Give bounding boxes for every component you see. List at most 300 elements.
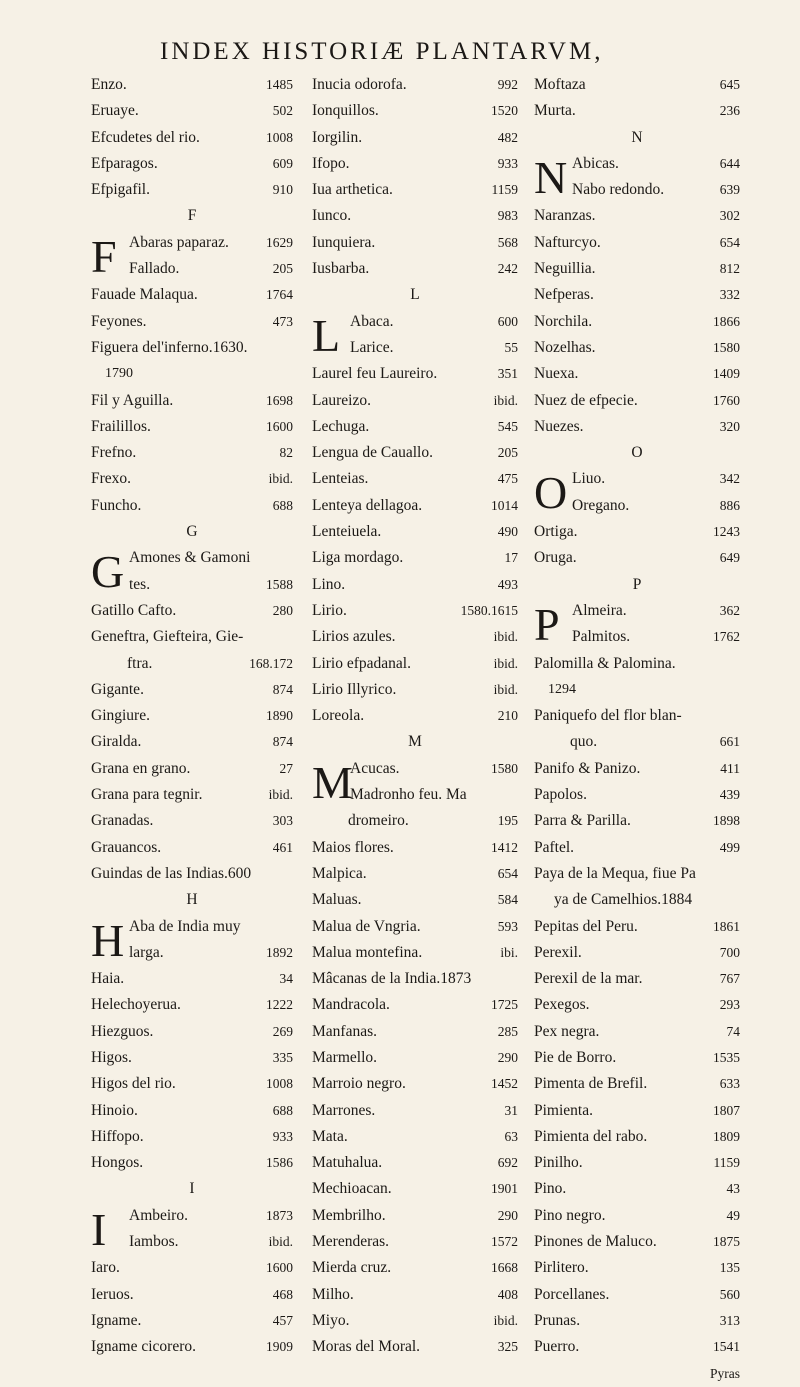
- entry-term: Funcho.: [91, 496, 142, 514]
- entry-term: 1294: [548, 681, 576, 697]
- index-entry: [534, 1361, 740, 1387]
- entry-page-number: 43: [726, 1181, 740, 1197]
- entry-page-number: 593: [497, 918, 518, 934]
- index-entry: [91, 703, 293, 729]
- index-entry: [91, 966, 293, 992]
- index-entry: [312, 703, 518, 729]
- index-entry: [312, 1124, 518, 1150]
- drop-cap: L: [312, 309, 341, 361]
- entry-page-number: 1600: [266, 1260, 293, 1276]
- entry-page-number: 584: [497, 892, 518, 908]
- index-entry: [312, 414, 518, 440]
- entry-term: Lirio Illyrico.: [312, 680, 397, 698]
- section-letter: [91, 519, 293, 545]
- section-letter-text: G: [186, 523, 198, 541]
- entry-page-number: 1520: [491, 103, 518, 119]
- entry-term: Oregano.: [572, 496, 630, 514]
- entry-page-number: 1580.1615: [460, 602, 518, 618]
- entry-page-number: 874: [272, 734, 293, 750]
- entry-page-number: 933: [272, 1128, 293, 1144]
- entry-term: Lenteias.: [312, 470, 369, 488]
- entry-page-number: 1452: [491, 1076, 518, 1092]
- entry-page-number: 1014: [491, 497, 518, 513]
- entry-page-number: 1580: [713, 339, 740, 355]
- entry-page-number: 493: [497, 576, 518, 592]
- entry-page-number: 1535: [713, 1049, 740, 1065]
- entry-term: tes.: [129, 575, 151, 593]
- entry-page-number: 473: [272, 313, 293, 329]
- entry-page-number: 320: [719, 418, 740, 434]
- index-entry: [91, 1150, 293, 1176]
- index-entry: [534, 1019, 740, 1045]
- entry-term: Parra & Parilla.: [534, 812, 631, 830]
- entry-term: Grauancos.: [91, 838, 162, 856]
- entry-term: Efcudetes del rio.: [91, 128, 200, 146]
- entry-term: Norchila.: [534, 312, 593, 330]
- entry-page-number: 1541: [713, 1339, 740, 1355]
- entry-page-number: 135: [719, 1260, 740, 1276]
- entry-page-number: 502: [272, 103, 293, 119]
- entry-page-number: ibid.: [493, 1312, 518, 1328]
- entry-page-number: 1898: [713, 813, 740, 829]
- index-entry: [534, 1334, 740, 1360]
- section-letter: [91, 1176, 293, 1202]
- index-entry: [91, 440, 293, 466]
- entry-term: Laureizo.: [312, 391, 371, 409]
- entry-page-number: 609: [272, 155, 293, 171]
- index-entry: [312, 677, 518, 703]
- index-entry: [91, 861, 293, 887]
- entry-term: Porcellanes.: [534, 1285, 610, 1303]
- drop-cap: F: [91, 230, 117, 282]
- drop-cap: G: [91, 546, 125, 598]
- entry-page-number: 313: [719, 1312, 740, 1328]
- entry-page-number: 195: [497, 813, 518, 829]
- entry-page-number: 1485: [266, 77, 293, 92]
- entry-page-number: 933: [497, 155, 518, 171]
- entry-page-number: 31: [504, 1102, 518, 1118]
- entry-page-number: 475: [497, 471, 518, 487]
- entry-term: Geneftra, Giefteira, Gie-: [91, 628, 244, 646]
- entry-term: Gatillo Cafto.: [91, 601, 177, 619]
- index-entry: [91, 72, 293, 98]
- entry-term: Matuhalua.: [312, 1154, 383, 1172]
- index-entry: [312, 651, 518, 677]
- entry-page-number: 468: [272, 1286, 293, 1302]
- entry-page-number: 983: [497, 208, 518, 224]
- entry-page-number: 1008: [266, 1076, 293, 1092]
- section-letter: [91, 887, 293, 913]
- entry-page-number: 205: [272, 261, 293, 277]
- entry-term: Pimenta de Brefil.: [534, 1075, 648, 1093]
- index-entry: [91, 782, 293, 808]
- index-entry: [534, 388, 740, 414]
- index-entry: [534, 835, 740, 861]
- entry-term: Pino negro.: [534, 1206, 606, 1224]
- index-entry: [91, 651, 293, 677]
- index-entry: [534, 1150, 740, 1176]
- entry-page-number: 82: [279, 445, 293, 461]
- entry-term: Hiezguos.: [91, 1022, 154, 1040]
- index-entry: [534, 1098, 740, 1124]
- index-entry: [534, 703, 740, 729]
- entry-term: Pex negra.: [534, 1022, 600, 1040]
- entry-page-number: ibid.: [268, 1234, 293, 1250]
- index-entry: [91, 125, 293, 151]
- index-entry: [312, 1150, 518, 1176]
- entry-term: Gingiure.: [91, 707, 150, 725]
- entry-term: Palmitos.: [572, 628, 631, 646]
- entry-page-number: ibid.: [493, 681, 518, 697]
- index-entry: [534, 729, 740, 755]
- running-header: INDEX HISTORIÆ PLANTARVM,: [160, 38, 604, 65]
- index-entry: [312, 1019, 518, 1045]
- index-entry: [91, 992, 293, 1018]
- entry-term: Ionquillos.: [312, 102, 379, 120]
- entry-page-number: 490: [497, 524, 518, 540]
- index-entry: [91, 493, 293, 519]
- entry-page-number: 688: [272, 497, 293, 513]
- entry-term: Higos del rio.: [91, 1075, 176, 1093]
- section-letter: [312, 729, 518, 755]
- index-entry: [312, 966, 518, 992]
- drop-cap: H: [91, 914, 125, 966]
- entry-page-number: 1159: [491, 182, 518, 198]
- index-entry: [312, 782, 518, 808]
- entry-term: Fil y Aguilla.: [91, 391, 174, 409]
- index-entry: [91, 835, 293, 861]
- entry-term: Lenteiuela.: [312, 523, 382, 541]
- entry-page-number: 342: [719, 471, 740, 487]
- entry-page-number: Pyras: [710, 1365, 740, 1381]
- entry-page-number: 1586: [266, 1155, 293, 1171]
- index-entry: [534, 1045, 740, 1071]
- entry-term: Grana para tegnir.: [91, 786, 203, 804]
- index-entry: [534, 1282, 740, 1308]
- entry-term: Marroio negro.: [312, 1075, 406, 1093]
- index-entry: [534, 72, 740, 98]
- entry-page-number: 639: [719, 182, 740, 198]
- section-letter-text: M: [408, 733, 422, 751]
- entry-term: Naranzas.: [534, 207, 596, 225]
- entry-term: Puerro.: [534, 1338, 580, 1356]
- index-entry: [91, 624, 293, 650]
- entry-term: Malua de Vngria.: [312, 917, 421, 935]
- entry-page-number: 332: [719, 287, 740, 303]
- entry-page-number: 1909: [266, 1339, 293, 1355]
- entry-page-number: 49: [726, 1207, 740, 1223]
- index-entry: [534, 203, 740, 229]
- entry-page-number: 461: [272, 839, 293, 855]
- index-entry: [534, 309, 740, 335]
- entry-term: Iambos.: [129, 1233, 179, 1251]
- index-entry: [534, 808, 740, 834]
- entry-page-number: 654: [719, 234, 740, 250]
- entry-term: Lirios azules.: [312, 628, 396, 646]
- index-entry: [534, 493, 740, 519]
- entry-term: Perexil.: [534, 943, 582, 961]
- index-entry: [534, 914, 740, 940]
- index-entry: [312, 940, 518, 966]
- entry-term: Lenteya dellagoa.: [312, 496, 423, 514]
- entry-term: Iunco.: [312, 207, 352, 225]
- index-entry: [312, 992, 518, 1018]
- index-entry: [534, 256, 740, 282]
- section-letter-text: O: [631, 444, 643, 462]
- section-letter-text: P: [632, 575, 642, 593]
- entry-page-number: 303: [272, 813, 293, 829]
- index-entry: [312, 1255, 518, 1281]
- entry-page-number: 1600: [266, 418, 293, 434]
- index-entry: [312, 1098, 518, 1124]
- entry-term: Panifo & Panizo.: [534, 759, 641, 777]
- index-entry: [312, 598, 518, 624]
- entry-term: Liuo.: [572, 470, 606, 488]
- entry-page-number: 1668: [491, 1260, 518, 1276]
- index-entry: [312, 1334, 518, 1360]
- index-entry: [312, 572, 518, 598]
- entry-term: Amones & Gamoni: [129, 549, 251, 567]
- index-entry: [312, 230, 518, 256]
- section-letter-text: H: [186, 891, 198, 909]
- entry-page-number: 600: [497, 313, 518, 329]
- entry-term: Murta.: [534, 102, 576, 120]
- entry-page-number: 1222: [266, 997, 293, 1013]
- entry-term: Hinoio.: [91, 1101, 138, 1119]
- index-entry: [312, 835, 518, 861]
- entry-page-number: 1760: [713, 392, 740, 408]
- index-entry: [534, 1124, 740, 1150]
- index-entry: [91, 808, 293, 834]
- index-entry: [534, 940, 740, 966]
- index-column-2: [312, 72, 518, 1361]
- entry-page-number: 269: [272, 1023, 293, 1039]
- entry-term: Ortiga.: [534, 523, 578, 541]
- index-entry: [534, 414, 740, 440]
- index-entry: [91, 940, 293, 966]
- entry-term: Lino.: [312, 575, 346, 593]
- entry-term: Abaras paparaz.: [129, 233, 229, 251]
- index-entry: [534, 624, 740, 650]
- index-entry: [312, 624, 518, 650]
- index-entry: [312, 361, 518, 387]
- index-entry: [91, 361, 293, 387]
- entry-page-number: 408: [497, 1286, 518, 1302]
- entry-term: Ifopo.: [312, 154, 350, 172]
- entry-term: Hiffopo.: [91, 1127, 144, 1145]
- index-entry: [91, 1098, 293, 1124]
- entry-term: Iunquiera.: [312, 233, 376, 251]
- entry-term: Inucia odorofa.: [312, 76, 407, 93]
- entry-term: Efpigafil.: [91, 181, 150, 199]
- entry-term: Higos.: [91, 1048, 132, 1066]
- entry-term: Figuera del'inferno.1630.: [91, 338, 248, 356]
- entry-page-number: 210: [497, 708, 518, 724]
- entry-term: Oruga.: [534, 549, 577, 567]
- entry-page-number: 688: [272, 1102, 293, 1118]
- entry-page-number: 27: [279, 760, 293, 776]
- entry-page-number: 1412: [491, 839, 518, 855]
- entry-page-number: 1698: [266, 392, 293, 408]
- entry-page-number: 886: [719, 497, 740, 513]
- entry-term: Iua arthetica.: [312, 181, 393, 199]
- entry-term: Mierda cruz.: [312, 1259, 392, 1277]
- index-entry: [91, 1282, 293, 1308]
- entry-term: Igname cicorero.: [91, 1338, 196, 1356]
- entry-page-number: 645: [719, 77, 740, 92]
- section-letter: [534, 125, 740, 151]
- index-entry: [312, 1308, 518, 1334]
- entry-term: Madronho feu. Ma: [350, 786, 467, 804]
- entry-term: Nuezes.: [534, 417, 584, 435]
- entry-page-number: 661: [719, 734, 740, 750]
- entry-term: Gigante.: [91, 680, 144, 698]
- entry-page-number: 1873: [266, 1207, 293, 1223]
- entry-term: quo.: [570, 733, 598, 751]
- index-entry: [312, 1229, 518, 1255]
- entry-term: Eruaye.: [91, 102, 139, 120]
- entry-page-number: 17: [504, 550, 518, 566]
- entry-page-number: 362: [719, 602, 740, 618]
- entry-page-number: 560: [719, 1286, 740, 1302]
- entry-page-number: 351: [497, 366, 518, 382]
- entry-term: Paniquefo del flor blan-: [534, 707, 682, 725]
- entry-term: Aba de India muy: [129, 917, 241, 935]
- index-entry: [534, 282, 740, 308]
- entry-page-number: ibi.: [500, 944, 518, 960]
- entry-page-number: 1409: [713, 366, 740, 382]
- entry-page-number: 34: [279, 971, 293, 987]
- index-entry: [91, 756, 293, 782]
- entry-page-number: 692: [497, 1155, 518, 1171]
- index-entry: [312, 493, 518, 519]
- drop-cap: M: [312, 756, 353, 808]
- entry-page-number: 1809: [713, 1128, 740, 1144]
- index-entry: [534, 519, 740, 545]
- index-entry: [91, 335, 293, 361]
- index-entry: [534, 98, 740, 124]
- entry-page-number: 1890: [266, 708, 293, 724]
- entry-page-number: 1725: [491, 997, 518, 1013]
- index-entry: [312, 151, 518, 177]
- index-entry: [91, 1045, 293, 1071]
- index-entry: [91, 309, 293, 335]
- entry-page-number: 545: [497, 418, 518, 434]
- entry-term: Feyones.: [91, 312, 147, 330]
- index-entry: [312, 914, 518, 940]
- index-entry: [534, 966, 740, 992]
- entry-term: Iaro.: [91, 1259, 120, 1277]
- entry-page-number: ibid.: [493, 655, 518, 671]
- index-entry: [312, 388, 518, 414]
- entry-page-number: 1588: [266, 576, 293, 592]
- index-entry: [91, 729, 293, 755]
- index-entry: [312, 545, 518, 571]
- entry-page-number: 1008: [266, 129, 293, 145]
- index-entry: [312, 1282, 518, 1308]
- section-letter-text: N: [631, 128, 643, 146]
- index-entry: [534, 782, 740, 808]
- entry-page-number: 302: [719, 208, 740, 224]
- index-entry: [91, 1071, 293, 1097]
- entry-term: Pepitas del Peru.: [534, 917, 638, 935]
- entry-page-number: 55: [504, 339, 518, 355]
- entry-term: Ieruos.: [91, 1285, 134, 1303]
- entry-term: Haia.: [91, 970, 125, 988]
- index-entry: [312, 808, 518, 834]
- index-entry: [312, 1176, 518, 1202]
- entry-term: Miyo.: [312, 1311, 350, 1329]
- entry-term: Laurel feu Laureiro.: [312, 365, 438, 383]
- entry-page-number: 439: [719, 787, 740, 803]
- index-entry: [312, 1071, 518, 1097]
- entry-page-number: 700: [719, 944, 740, 960]
- index-entry: [312, 861, 518, 887]
- entry-page-number: 457: [272, 1312, 293, 1328]
- index-entry: [534, 861, 740, 887]
- index-entry: [91, 414, 293, 440]
- index-entry: [312, 1045, 518, 1071]
- index-entry: [91, 282, 293, 308]
- entry-term: Pirlitero.: [534, 1259, 589, 1277]
- entry-page-number: 1243: [713, 524, 740, 540]
- entry-page-number: 767: [719, 971, 740, 987]
- entry-term: Maluas.: [312, 891, 362, 909]
- entry-term: Manfanas.: [312, 1022, 377, 1040]
- entry-term: ftra.: [127, 654, 153, 672]
- index-entry: [534, 361, 740, 387]
- index-entry: [534, 230, 740, 256]
- index-entry: [312, 1203, 518, 1229]
- entry-term: Moftaza: [534, 76, 586, 93]
- index-entry: [312, 519, 518, 545]
- entry-term: Abicas.: [572, 154, 619, 172]
- entry-term: Nabo redondo.: [572, 181, 665, 199]
- entry-page-number: 236: [719, 103, 740, 119]
- entry-term: larga.: [129, 943, 164, 961]
- section-letter: [534, 440, 740, 466]
- entry-page-number: ibid.: [268, 787, 293, 803]
- index-entry: [312, 125, 518, 151]
- index-entry: [534, 1255, 740, 1281]
- entry-term: Maios flores.: [312, 838, 394, 856]
- entry-page-number: 325: [497, 1339, 518, 1355]
- entry-page-number: 633: [719, 1076, 740, 1092]
- index-entry: [91, 177, 293, 203]
- section-letter-text: F: [187, 207, 197, 225]
- entry-term: Mâcanas de la India.1873: [312, 970, 472, 988]
- index-entry: [91, 1255, 293, 1281]
- entry-page-number: 411: [720, 760, 740, 776]
- entry-term: Pinones de Maluco.: [534, 1233, 657, 1251]
- entry-page-number: 242: [497, 261, 518, 277]
- entry-term: dromeiro.: [348, 812, 409, 830]
- section-letter: [91, 203, 293, 229]
- entry-page-number: 568: [497, 234, 518, 250]
- entry-term: Loreola.: [312, 707, 365, 725]
- index-entry: [534, 1229, 740, 1255]
- index-entry: [91, 151, 293, 177]
- entry-page-number: 1861: [713, 918, 740, 934]
- entry-page-number: 1807: [713, 1102, 740, 1118]
- drop-cap: I: [91, 1203, 107, 1255]
- index-entry: [312, 72, 518, 98]
- entry-page-number: 280: [272, 602, 293, 618]
- entry-page-number: 63: [504, 1128, 518, 1144]
- entry-term: Pie de Borro.: [534, 1048, 617, 1066]
- index-entry: [91, 256, 293, 282]
- entry-page-number: 285: [497, 1023, 518, 1039]
